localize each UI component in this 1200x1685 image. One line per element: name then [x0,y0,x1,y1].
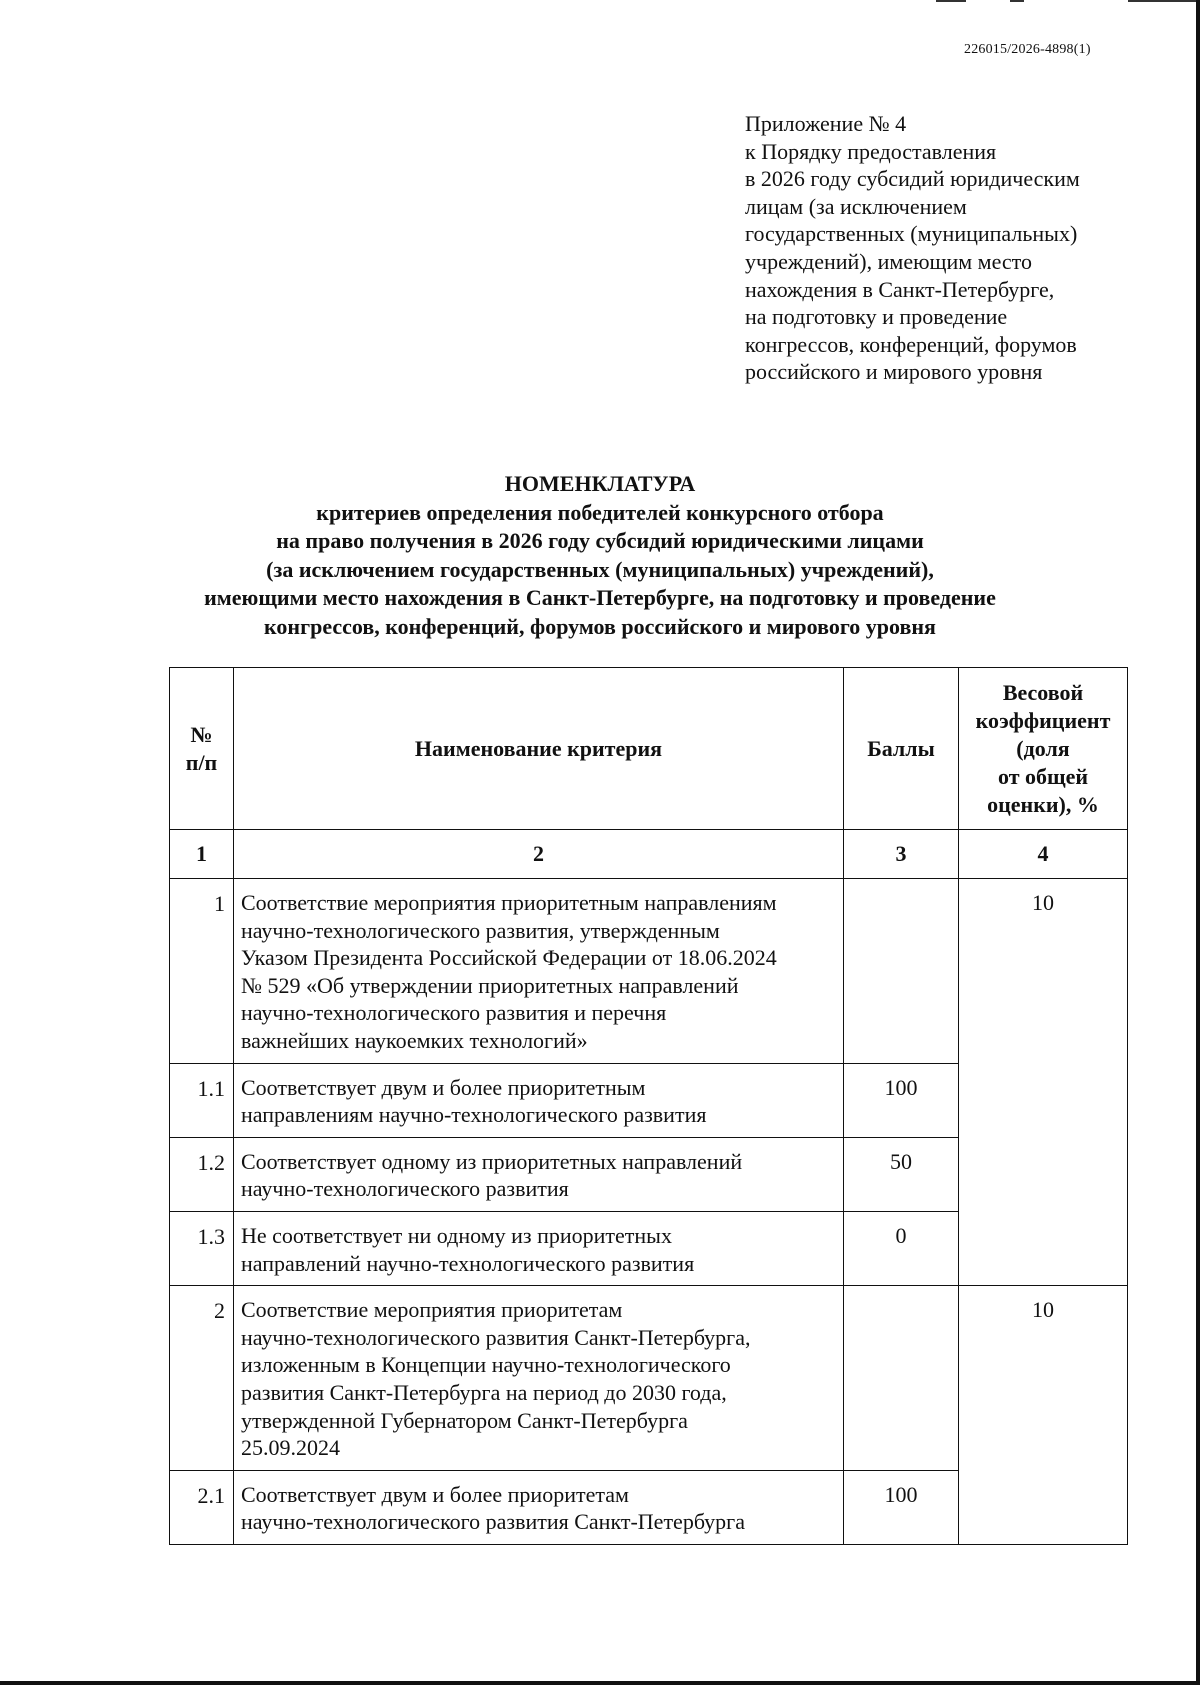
row-number: 2.1 [170,1470,234,1544]
criteria-table [169,667,1128,1545]
criterion-line: научно-технологического развития Санкт-Петербурга, [241,1324,751,1350]
criterion-line: важнейших наукоемких технологий» [241,1027,588,1053]
appendix-line: лицам (за исключением [745,193,967,219]
criterion-line: Указом Президента Российской Федерации от 18.06.2024 [241,945,777,971]
criterion-points: 0 [844,1211,959,1285]
header-weight-line: от общей [997,763,1089,789]
criterion-points [844,879,959,1064]
appendix-line: на подготовку и проведение [745,304,1008,330]
header-points: Баллы [844,668,959,830]
header-criterion-name: Наименование критерия [234,668,844,830]
row-number: 2 [170,1286,234,1471]
title-line: НОМЕНКЛАТУРА [504,471,696,496]
criterion-name [234,1286,844,1471]
appendix-block [745,110,1165,386]
header-number [170,668,234,830]
criterion-line: научно-технологического развития Санкт-Петербурга [241,1509,745,1535]
header-weight-line: (доля [1016,735,1070,761]
column-number: 3 [844,830,959,879]
criterion-line: развития Санкт-Петербурга на период до 2030 года, [241,1379,727,1405]
appendix-line: государственных (муниципальных) [745,221,1078,247]
criterion-line: Соответствует двум и более приоритетным [241,1074,646,1100]
criterion-points: 100 [844,1063,959,1137]
criterion-line: научно-технологического развития [241,1176,569,1202]
header-weight-line: Весовой [1002,679,1084,705]
criterion-line: направлениям научно-технологического развития [241,1102,707,1128]
criterion-line: направлений научно-технологического развития [241,1250,695,1276]
scan-edge-mark [1010,0,1024,2]
criterion-points: 50 [844,1137,959,1211]
criterion-name [234,1470,844,1544]
criterion-name [234,1063,844,1137]
title-line: конгрессов, конференций, форумов российского и мирового уровня [264,613,936,639]
header-weight-line: коэффициент [975,707,1111,733]
row-number: 1 [170,879,234,1064]
column-number: 1 [170,830,234,879]
scan-edge-mark [936,0,966,2]
table-header-row [170,668,1128,830]
criterion-line: Соответствует двум и более приоритетам [241,1481,629,1507]
document-title [150,470,1050,642]
row-number: 1.1 [170,1063,234,1137]
scan-edge-mark [1128,0,1198,2]
title-line: критериев определения победителей конкурсного отбора [316,499,884,525]
registration-number: 226015/2026-4898(1) [964,42,1091,57]
appendix-line: учреждений), имеющим место [745,248,1032,274]
criterion-line: 25.09.2024 [241,1435,340,1461]
appendix-line: российского и мирового уровня [745,359,1043,385]
table-row [170,879,1128,1064]
criterion-line: научно-технологического развития и перечня [241,1000,667,1026]
row-number: 1.2 [170,1137,234,1211]
header-number-line: № [190,721,213,747]
header-weight-line: оценки), % [987,791,1099,817]
appendix-line: нахождения в Санкт-Петербурге, [745,276,1055,302]
criterion-weight: 10 [959,1286,1128,1545]
criterion-line: научно-технологического развития, утвержденным [241,917,720,943]
criterion-line: Соответствует одному из приоритетных направлений [241,1148,743,1174]
row-number: 1.3 [170,1211,234,1285]
criterion-points [844,1286,959,1471]
scan-edge-bottom [0,1681,1200,1685]
header-weight [959,668,1128,830]
appendix-line: в 2026 году субсидий юридическим [745,166,1080,192]
criterion-points: 100 [844,1470,959,1544]
title-line: на право получения в 2026 году субсидий юридическими лицами [276,528,924,554]
criterion-line: Соответствие мероприятия приоритетам [241,1297,623,1323]
header-number-line: п/п [185,749,218,775]
criterion-name [234,1211,844,1285]
table-row [170,1286,1128,1471]
column-number-row [170,830,1128,879]
criterion-name [234,879,844,1064]
criterion-line: Не соответствует ни одному из приоритетных [241,1222,672,1248]
criterion-line: изложенным в Концепции научно-технологического [241,1352,731,1378]
title-line: имеющими место нахождения в Санкт-Петербурге, на подготовку и проведение [204,585,996,611]
scan-edge-right [1196,0,1200,1685]
column-number: 4 [959,830,1128,879]
title-line: (за исключением государственных (муниципальных) учреждений), [266,556,934,582]
criterion-weight: 10 [959,879,1128,1286]
criterion-line: Соответствие мероприятия приоритетным направлениям [241,890,777,915]
criterion-line: № 529 «Об утверждении приоритетных направлений [241,972,739,998]
appendix-line: Приложение № 4 [745,111,907,136]
criterion-line: утвержденной Губернатором Санкт-Петербурга [241,1407,688,1433]
appendix-line: к Порядку предоставления [745,138,997,164]
criterion-name [234,1137,844,1211]
column-number: 2 [234,830,844,879]
appendix-line: конгрессов, конференций, форумов [745,331,1077,357]
